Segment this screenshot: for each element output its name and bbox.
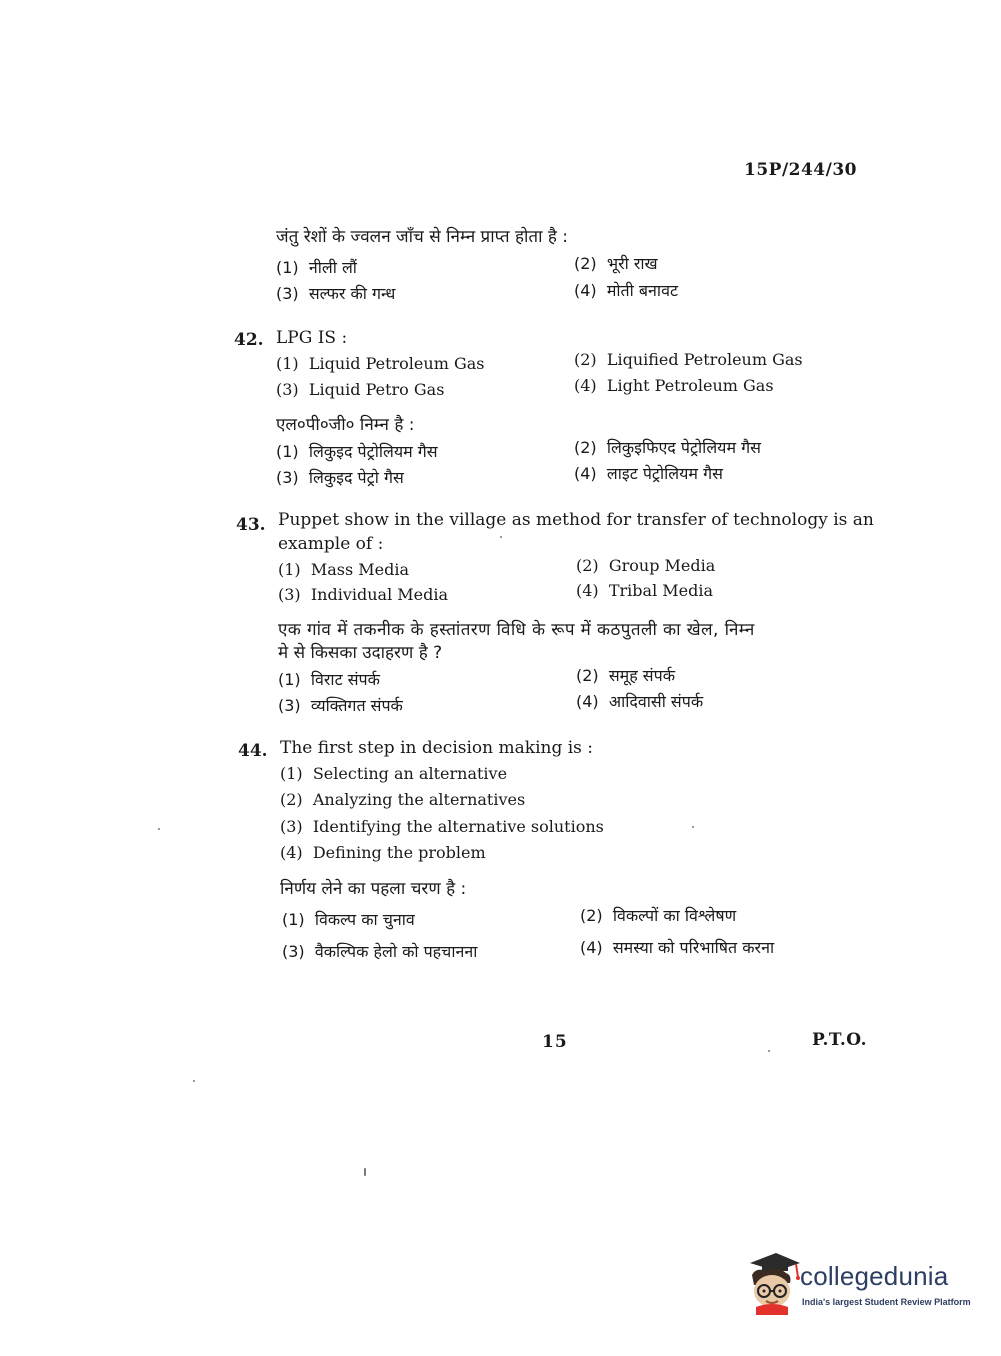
q43-option-4: (4) Tribal Media bbox=[576, 581, 714, 600]
scan-speck bbox=[158, 828, 160, 830]
q44-stem: The first step in decision making is : bbox=[280, 738, 594, 758]
q44-hindi-option-1: (1) विकल्प का चुनाव bbox=[282, 910, 415, 929]
scan-speck bbox=[193, 1080, 195, 1082]
q41-hindi-option-1: (1) नीली लौं bbox=[276, 258, 357, 277]
q43-hindi-option-3: (3) व्यक्तिगत संपर्क bbox=[278, 696, 403, 715]
q42-hindi-option-2: (2) लिकुइफिएद पेट्रोलियम गैस bbox=[574, 438, 761, 457]
logo-tagline: India's largest Student Review Platform bbox=[802, 1297, 971, 1307]
q43-stem-line1: Puppet show in the village as method for transfer of technology is an bbox=[278, 510, 874, 530]
q42-option-4: (4) Light Petroleum Gas bbox=[574, 376, 774, 395]
q41-hindi-option-2: (2) भूरी राख bbox=[574, 254, 658, 273]
q42-option-1: (1) Liquid Petroleum Gas bbox=[276, 354, 485, 373]
q42-hindi-option-3: (3) लिकुइद पेट्रो गैस bbox=[276, 468, 404, 487]
q44-option-3: (3) Identifying the alternative solutions bbox=[280, 817, 604, 836]
q44-hindi-option-3: (3) वैकल्पिक हेलो को पहचानना bbox=[282, 942, 478, 961]
q44-option-2: (2) Analyzing the alternatives bbox=[280, 790, 526, 809]
logo-brand-name: collegedunia bbox=[800, 1261, 949, 1291]
q43-stem-line2: example of : bbox=[278, 534, 384, 554]
q42-hindi-option-1: (1) लिकुइद पेट्रोलियम गैस bbox=[276, 442, 438, 461]
q41-hindi-stem: जंतु रेशों के ज्वलन जाँच से निम्न प्राप्त होता है : bbox=[276, 227, 569, 247]
q44-option-4: (4) Defining the problem bbox=[280, 843, 486, 862]
q42-number: 42. bbox=[234, 330, 264, 350]
q43-option-3: (3) Individual Media bbox=[278, 585, 449, 604]
q41-hindi-option-3: (3) सल्फर की गन्ध bbox=[276, 284, 396, 303]
scan-speck bbox=[692, 826, 694, 828]
q43-number: 43. bbox=[236, 515, 266, 535]
q44-hindi-option-4: (4) समस्या को परिभाषित करना bbox=[580, 938, 775, 957]
q42-hindi-option-4: (4) लाइट पेट्रोलियम गैस bbox=[574, 464, 723, 483]
scan-speck bbox=[364, 1168, 366, 1176]
q42-option-2: (2) Liquified Petroleum Gas bbox=[574, 350, 803, 369]
q43-hindi-stem-line1: एक गांव में तकनीक के हस्तांतरण विधि के रूप में कठपुतली का खेल, निम्न bbox=[278, 620, 755, 640]
q42-stem: LPG IS : bbox=[276, 328, 348, 348]
q42-option-3: (3) Liquid Petro Gas bbox=[276, 380, 445, 399]
scan-speck bbox=[768, 1050, 770, 1052]
pto-label: P.T.O. bbox=[812, 1030, 867, 1050]
collegedunia-logo bbox=[742, 1249, 972, 1319]
q42-hindi-stem: एल०पी०जी० निम्न है : bbox=[276, 415, 415, 435]
q44-hindi-option-2: (2) विकल्पों का विश्लेषण bbox=[580, 906, 737, 925]
q43-hindi-option-1: (1) विराट संपर्क bbox=[278, 670, 380, 689]
q43-option-1: (1) Mass Media bbox=[278, 560, 410, 579]
q44-number: 44. bbox=[238, 741, 268, 761]
scan-speck bbox=[500, 536, 502, 538]
q43-hindi-option-2: (2) समूह संपर्क bbox=[576, 666, 676, 685]
q41-hindi-option-4: (4) मोती बनावट bbox=[574, 281, 679, 300]
q44-hindi-stem: निर्णय लेने का पहला चरण है : bbox=[280, 879, 467, 899]
paper-code: 15P/244/30 bbox=[744, 160, 858, 180]
q44-option-1: (1) Selecting an alternative bbox=[280, 764, 508, 783]
q43-hindi-option-4: (4) आदिवासी संपर्क bbox=[576, 692, 704, 711]
q43-option-2: (2) Group Media bbox=[576, 556, 716, 575]
page-number: 15 bbox=[542, 1032, 568, 1052]
q43-hindi-stem-line2: मे से किसका उदाहरण है ? bbox=[278, 643, 443, 663]
mascot-icon bbox=[742, 1249, 804, 1315]
